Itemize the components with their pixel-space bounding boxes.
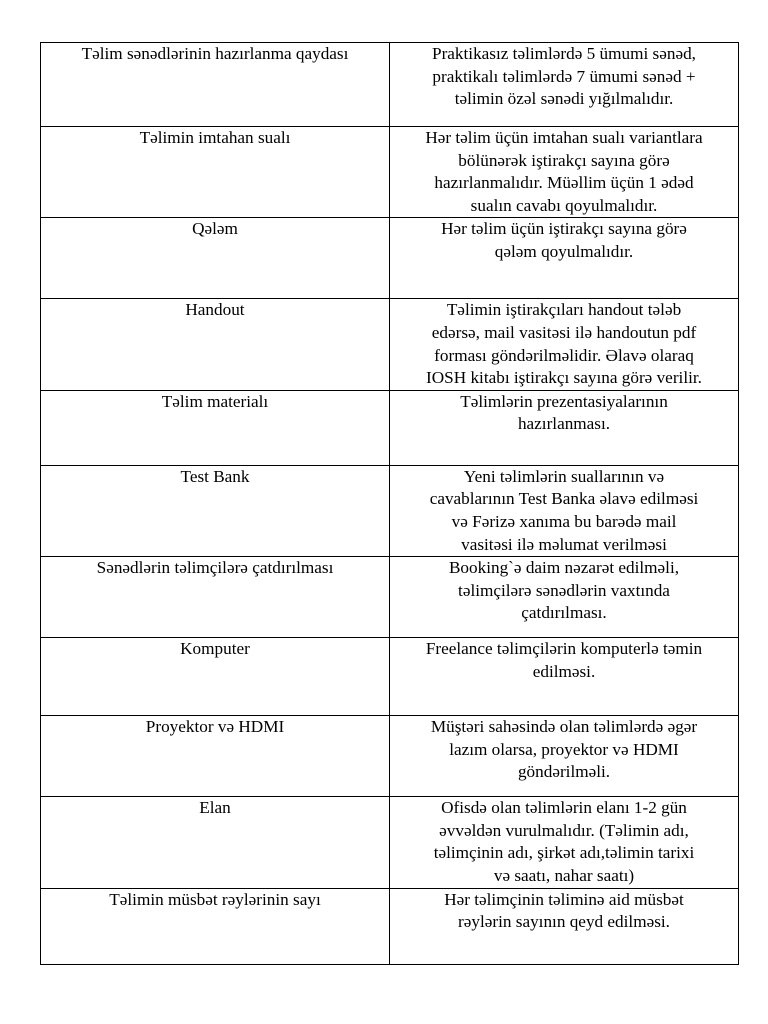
description-line: Təlimlərin prezentasiyalarının: [460, 391, 668, 411]
row-label: [41, 888, 390, 964]
row-label: [41, 465, 390, 556]
row-description: [390, 888, 739, 964]
row-description: [390, 465, 739, 556]
description-line: vasitəsi ilə məlumat verilməsi: [461, 534, 667, 554]
table-row: [41, 888, 739, 964]
description-line: Ofisdə olan təlimlərin elanı 1-2 gün: [441, 798, 687, 818]
description-line: Hər təlim üçün iştirakçı sayına görə: [441, 219, 687, 239]
description-line: sualın cavabı qoyulmalıdır.: [470, 195, 658, 215]
description-line: Freelance təlimçilərin komputerlə təmin: [425, 639, 703, 659]
description-line: Hər təlimçinin təliminə aid müsbət: [444, 889, 684, 909]
table-row: [41, 797, 739, 888]
row-label-text: Təlimin müsbət rəylərinin sayı: [109, 889, 321, 909]
description-line: edərsə, mail vasitəsi ilə handoutun pdf: [431, 322, 697, 342]
row-label-text: Komputer: [180, 639, 250, 659]
description-line: və Fərizə xanıma bu barədə mail: [451, 511, 677, 531]
row-description: [390, 797, 739, 888]
row-label: [41, 557, 390, 638]
row-label: [41, 716, 390, 797]
row-description: [390, 716, 739, 797]
row-label-text: Test Bank: [180, 466, 250, 486]
description-line: Təlimin iştirakçıları handout tələb: [446, 300, 682, 320]
description-line: IOSH kitabı iştirakçı sayına görə verilir.: [426, 368, 702, 388]
row-label: [41, 638, 390, 716]
row-description: [390, 299, 739, 390]
table-row: [41, 390, 739, 465]
description-line: cavablarının Test Banka əlavə edilməsi: [429, 489, 699, 509]
description-line: Hər təlim üçün imtahan sualı variantlara: [425, 128, 703, 147]
row-label: [41, 797, 390, 888]
description-line: bölünərək iştirakçı sayına görə: [458, 150, 670, 170]
description-line: praktikalı təlimlərdə 7 ümumi sənəd +: [432, 66, 696, 86]
description-line: edilməsi.: [532, 661, 596, 681]
description-line: hazırlanması.: [517, 414, 611, 434]
table-row: [41, 299, 739, 390]
description-line: çatdırılması.: [521, 603, 607, 623]
row-label-text: Sənədlərin təlimçilərə çatdırılması: [96, 558, 334, 578]
table-row: [41, 218, 739, 299]
row-description: [390, 43, 739, 127]
row-label: [41, 218, 390, 299]
row-label: [41, 43, 390, 127]
row-label-text: Təlim sənədlərinin hazırlanma qaydası: [81, 44, 349, 63]
description-line: təlimçilərə sənədlərin vaxtında: [458, 580, 670, 600]
row-label-text: Handout: [185, 300, 245, 320]
description-line: Booking`ə daim nəzarət edilməli,: [448, 558, 680, 578]
description-line: əvvəldən vurulmalıdır. (Təlimin adı,: [439, 820, 689, 840]
table-row: [41, 557, 739, 638]
description-line: təlimçinin adı, şirkət adı,təlimin tarixi: [433, 843, 695, 863]
row-label: [41, 299, 390, 390]
row-label-text: Təlim materialı: [161, 391, 269, 411]
row-label: [41, 390, 390, 465]
description-line: və saatı, nahar saatı): [493, 865, 635, 885]
description-line: təlimin özəl sənədi yığılmalıdır.: [454, 89, 674, 109]
row-description: [390, 557, 739, 638]
row-label-text: Qələm: [192, 219, 238, 239]
description-line: Yeni təlimlərin suallarının və: [463, 466, 665, 486]
row-label: [41, 127, 390, 218]
row-description: [390, 390, 739, 465]
procedures-table: [40, 42, 739, 965]
description-line: Praktikasız təlimlərdə 5 ümumi sənəd,: [432, 44, 696, 63]
description-line: Müştəri sahəsində olan təlimlərdə əgər: [430, 717, 698, 737]
row-description: [390, 127, 739, 218]
description-line: forması göndərilməlidir. Əlavə olaraq: [434, 345, 694, 365]
table-row: [41, 127, 739, 218]
description-line: lazım olarsa, proyektor və HDMI: [449, 739, 679, 759]
table-row: [41, 43, 739, 127]
table-row: [41, 465, 739, 556]
table-row: [41, 716, 739, 797]
description-line: qələm qoyulmalıdır.: [494, 241, 634, 261]
row-label-text: Elan: [199, 798, 231, 818]
description-line: göndərilməli.: [517, 762, 611, 782]
description-line: rəylərin sayının qeyd edilməsi.: [458, 912, 670, 932]
row-description: [390, 638, 739, 716]
row-label-text: Təlimin imtahan sualı: [139, 128, 291, 147]
description-line: hazırlanmalıdır. Müəllim üçün 1 ədəd: [434, 173, 694, 193]
row-description: [390, 218, 739, 299]
table-row: [41, 638, 739, 716]
row-label-text: Proyektor və HDMI: [145, 717, 285, 737]
